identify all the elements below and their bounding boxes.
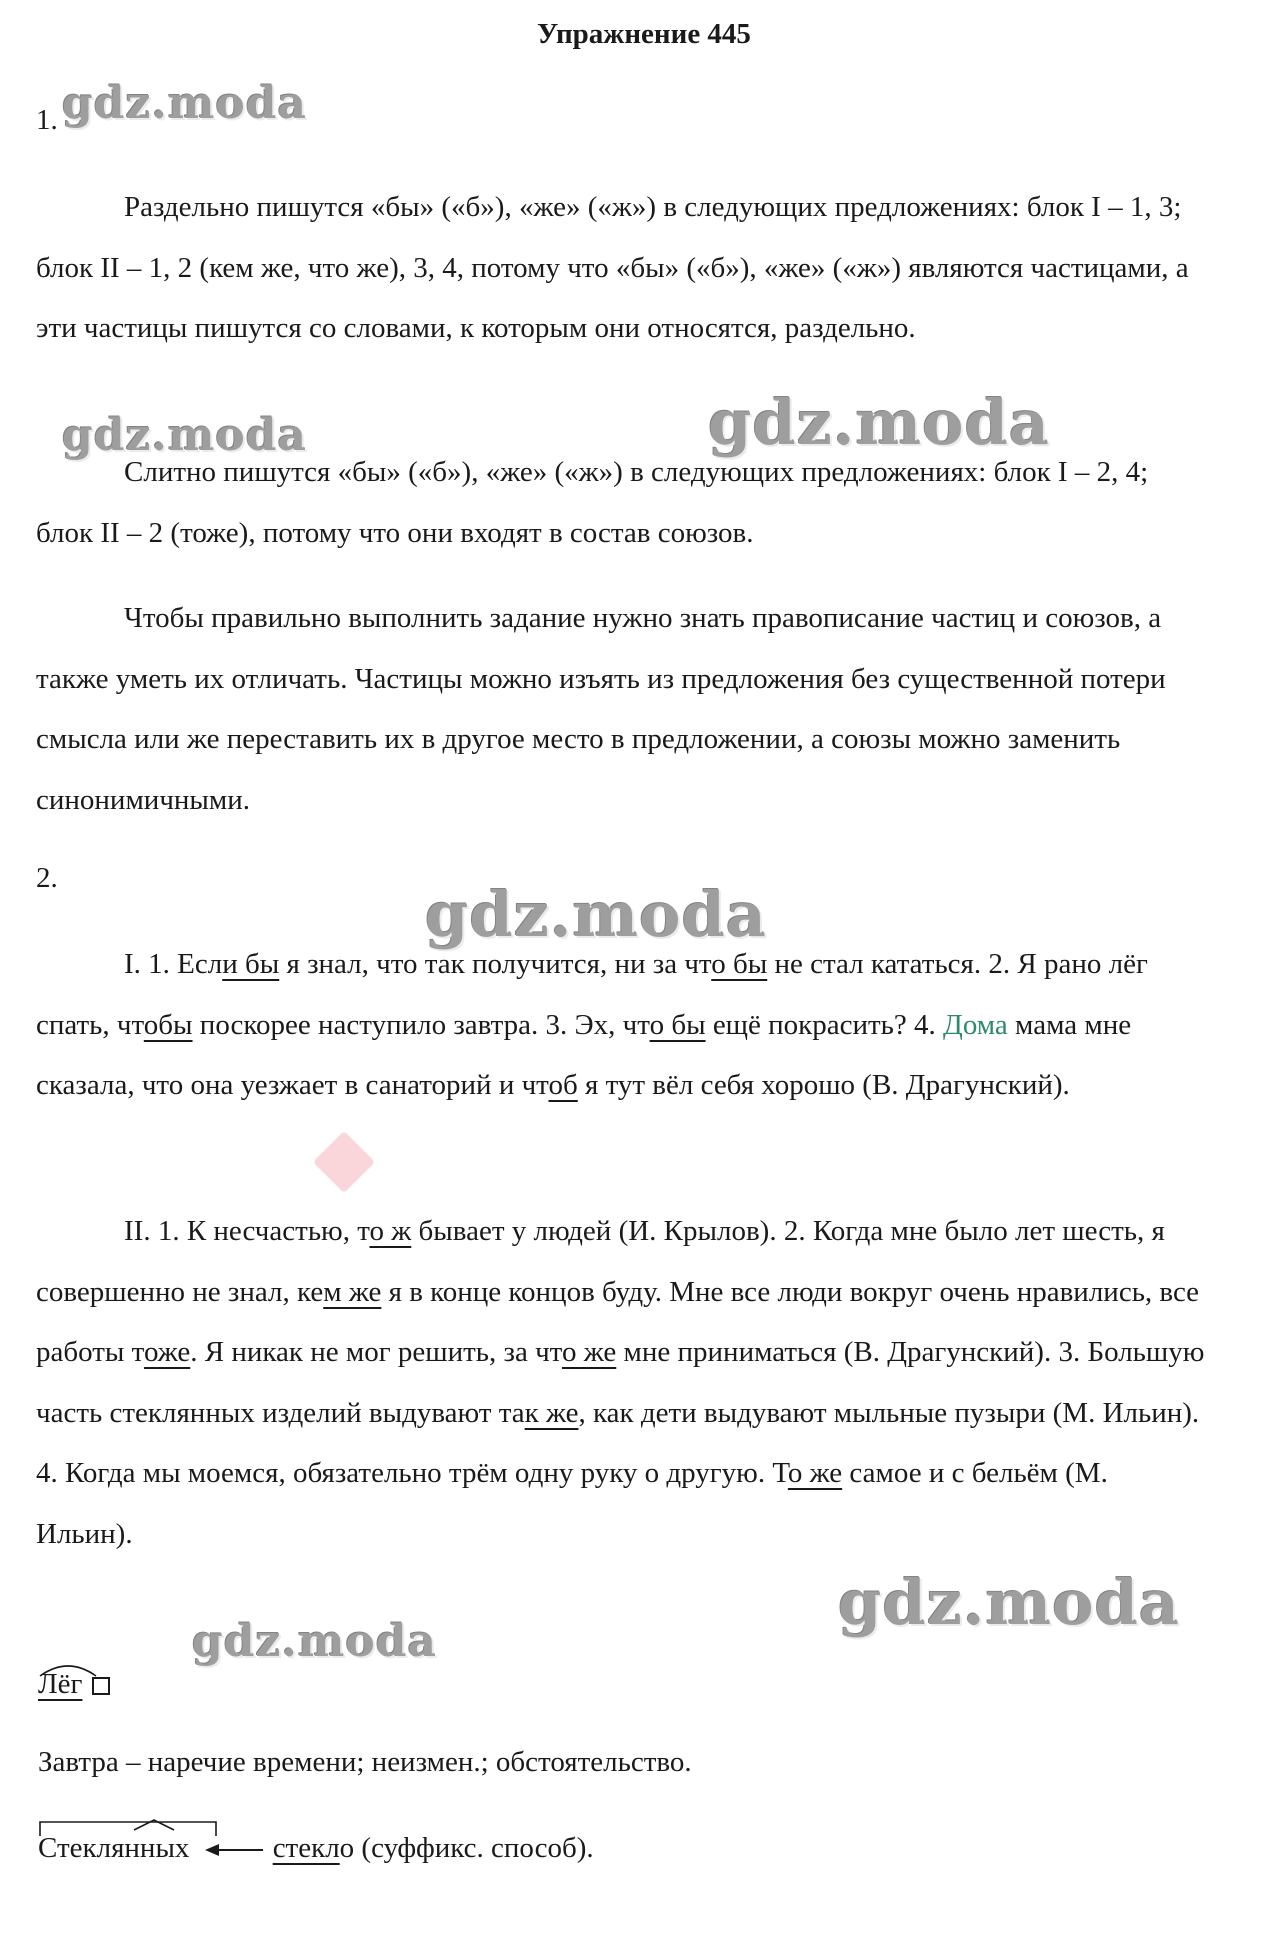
arrow-left-icon — [205, 1842, 265, 1858]
morpheme-analysis-leg — [38, 1668, 110, 1701]
highlighted-word: Дома — [943, 1008, 1008, 1041]
empty-ending-box-icon — [92, 1677, 110, 1695]
watermark: gdz.moda — [838, 1566, 1180, 1639]
watermark: gdz.moda — [192, 1616, 438, 1667]
watermark: gdz.moda — [62, 410, 308, 461]
decorative-mark — [313, 1131, 375, 1193]
underlined-conjunction: оже — [143, 1336, 191, 1368]
stem-marks-icon — [38, 1818, 218, 1838]
underlined-conjunction: об — [548, 1069, 578, 1101]
section-number-2: 2. — [36, 862, 58, 894]
block-1-sentences: I. 1. Если бы я знал, что так получится, ни за что бы не стал кататься. 2. Я рано лёг спать, чтобы поскорее наступило завтра. 3. Эх, что бы ещё покрасить? 4. Дома мама мне сказала, что она уезжает в санаторий и чтоб я тут вёл себя хорошо (В. Драгунский). — [36, 948, 1148, 1101]
underlined-particle: о бы — [649, 1008, 706, 1041]
underlined-particle: к же — [524, 1396, 579, 1429]
root-arc-icon — [38, 1658, 98, 1678]
parsing-zavtra: Завтра – наречие времени; неизмен.; обстоятельство. — [38, 1746, 692, 1778]
word-with-root-mark: Лёг — [38, 1668, 82, 1701]
underlined-particle: о ж — [369, 1215, 412, 1247]
word-formation-steklyannyh: Стеклянных стекло (суффикс. способ). — [38, 1832, 594, 1865]
root-underlined: стекл — [272, 1832, 340, 1864]
paragraph-joined: Слитно пишутся «бы» («б»), «же» («ж») в следующих предложениях: блок I – 2, 4; блок II – 2 (тоже), потому что они входят в состав союзов. — [36, 456, 1149, 549]
underlined-particle: о же — [561, 1336, 617, 1368]
block-2-sentences: II. 1. К несчастью, то ж бывает у людей (И. Крылов). 2. Когда мне было лет шесть, я совершенно не знал, кем же я в конце концов буду. Мне все люди вокруг очень нравились, все работы тоже. Я никак не мог решить, за что же мне приниматься (В. Драгунский). 3. Большую часть стеклянных изделий выдувают так же, как дети выдувают мыльные пузыри (М. Ильин). 4. Когда мы моемся, обязательно трём одну руку о другую. То же самое и с бельём (М. Ильин). — [36, 1215, 1205, 1550]
page-title: Упражнение 445 — [537, 18, 751, 50]
underlined-particle: и бы — [222, 948, 280, 980]
word-with-stem-mark: Стеклянных — [38, 1832, 189, 1865]
underlined-particle: о бы — [711, 948, 768, 980]
paragraph-explanation: Чтобы правильно выполнить задание нужно знать правописание частиц и союзов, а также уметь их отличать. Частицы можно изъять из предложения без существенной потери смысла или же переставить их в другое место в предложении, а союзы можно заменить синонимичными. — [36, 602, 1166, 816]
watermark: gdz.moda — [62, 78, 308, 129]
section-number-1: 1. — [36, 104, 58, 136]
underlined-conjunction: обы — [143, 1008, 193, 1041]
watermark: gdz.moda — [425, 878, 767, 951]
underlined-particle: м же — [323, 1275, 382, 1308]
watermark: gdz.moda — [708, 386, 1050, 459]
underlined-particle: о же — [787, 1457, 843, 1489]
paragraph-separate: Раздельно пишутся «бы» («б»), «же» («ж») в следующих предложениях: блок I – 1, 3; блок II – 1, 2 (кем же, что же), 3, 4, потому что «бы» («б»), «же» («ж») являются частицами, а эти частицы пишутся со словами, к которым они относятся, раздельно. — [36, 191, 1189, 344]
